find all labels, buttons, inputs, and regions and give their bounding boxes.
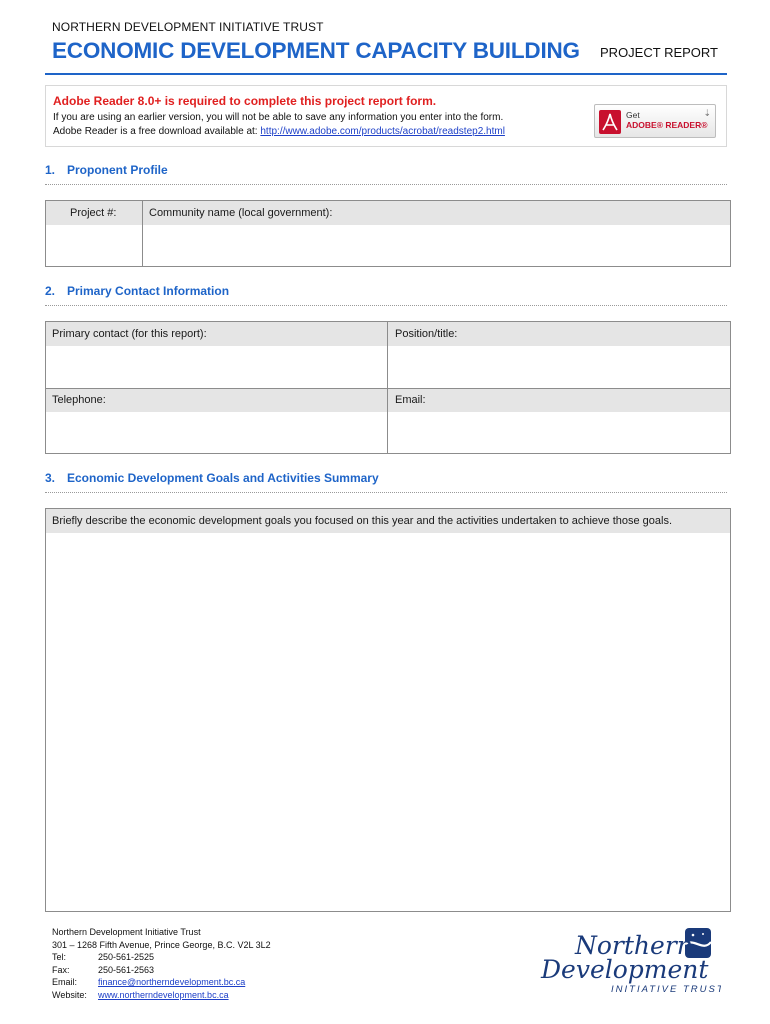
footer-email-link[interactable]: finance@northerndevelopment.bc.ca [98,977,246,988]
project-number-field[interactable] [47,226,141,266]
adobe-logo-icon [599,110,621,134]
footer-email-label: Email: [52,977,78,988]
footer-address: 301 – 1268 Fifth Avenue, Prince George, B.C. V2L 3L2 [52,939,271,950]
section-2-label: Primary Contact Information [67,284,230,298]
primary-contact-field[interactable] [47,347,385,387]
adobe-download-link[interactable]: http://www.adobe.com/products/acrobat/readstep2.html [260,126,505,137]
primary-contact-label: Primary contact (for this report): [52,328,207,340]
section-2-number: 2. [45,284,56,298]
logo-development-text: Development [541,955,709,984]
section-3-label: Economic Development Goals and Activities Summary [67,471,379,485]
adobe-notice [45,85,727,147]
section-1-number: 1. [45,163,56,177]
proponent-profile-table [45,200,731,267]
footer-website-label: Website: [52,989,87,1000]
goals-summary-table [45,508,731,912]
footer-tel-row [52,951,271,964]
email-field[interactable] [389,413,729,453]
section-2-divider [45,305,727,306]
section-1-label: Proponent Profile [67,163,168,177]
telephone-field[interactable] [47,413,385,453]
notice-heading: Adobe Reader 8.0+ is required to complete this project report form. [53,94,437,108]
notice-line-2-prefix: Adobe Reader is a free download available at: [53,126,261,137]
footer-website-link[interactable]: www.northerndevelopment.bc.ca [98,989,229,1000]
northern-development-logo [535,926,721,996]
goals-prompt-label: Briefly describe the economic development goals you focused on this year and the activities undertaken to achieve those goals. [52,515,673,527]
email-label: Email: [395,394,426,406]
badge-reader-text: ADOBE® READER® [626,120,708,130]
section-1-title [45,163,168,177]
footer-tel: 250-561-2525 [98,952,155,963]
download-arrow-icon: ⇣ [703,108,711,118]
footer-website-row [52,989,271,1002]
telephone-label: Telephone: [52,394,106,406]
footer-fax: 250-561-2563 [98,964,155,975]
footer-fax-label: Fax: [52,964,70,975]
section-3-number: 3. [45,471,56,485]
primary-contact-table [45,321,731,454]
column-divider [387,322,388,453]
section-3-divider [45,492,727,493]
position-title-field[interactable] [389,347,729,387]
row-divider [46,388,730,389]
project-number-label: Project #: [70,207,117,219]
notice-line-2 [53,126,505,137]
goals-summary-field[interactable] [47,534,729,910]
section-1-divider [45,184,727,185]
footer-email-row [52,976,271,989]
footer-org: Northern Development Initiative Trust [52,927,201,937]
footer-contact-block [52,926,271,1002]
logo-initiative-trust-text: INITIATIVE TRUST [611,984,721,995]
section-2-title [45,284,229,298]
badge-get-text: Get [626,110,640,120]
report-type-label: PROJECT REPORT [600,45,718,60]
title-divider [45,73,727,75]
community-name-field[interactable] [144,226,729,266]
logo-northern-text: Northern [575,931,693,960]
footer-tel-label: Tel: [52,952,67,963]
page-title: ECONOMIC DEVELOPMENT CAPACITY BUILDING [52,38,580,63]
get-adobe-reader-button[interactable] [594,104,716,138]
column-divider [142,201,143,266]
org-name: NORTHERN DEVELOPMENT INITIATIVE TRUST [52,20,324,34]
section-3-title [45,471,379,485]
notice-line-1: If you are using an earlier version, you will not be able to save any information you enter into the form. [53,112,504,123]
contact-label-row-2 [46,388,730,412]
footer-fax-row [52,964,271,977]
community-name-label: Community name (local government): [149,207,333,219]
position-title-label: Position/title: [395,328,458,340]
